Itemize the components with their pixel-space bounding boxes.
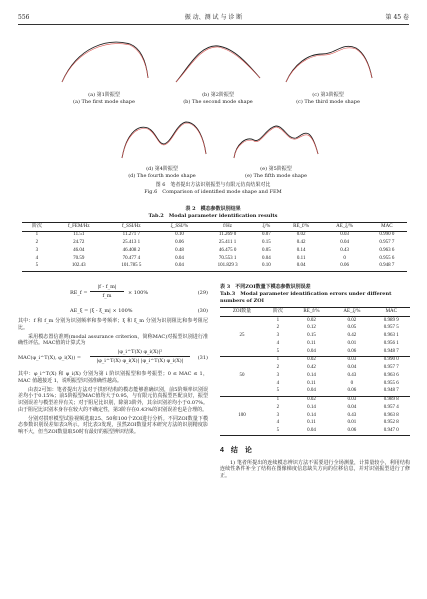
table-cell: 0.14: [307, 412, 316, 418]
table-cell: 0.02: [307, 397, 316, 402]
table-cell: 0.15: [307, 333, 316, 338]
panel-e-label-en: (e) The fifth mode shape: [245, 172, 307, 179]
table-cell: 0.963 6: [383, 372, 399, 378]
table-cell: 0.990 0: [383, 357, 399, 363]
table-cell: 0.43: [347, 412, 357, 418]
table-cell: 5: [35, 263, 39, 269]
table-cell: 0.02: [296, 232, 306, 238]
table-cell: 0.06: [347, 428, 357, 433]
table-cell: 0.952 8: [383, 420, 399, 426]
table-2-title-cn: 表 2 模态参数识别结果: [185, 206, 241, 212]
table-cell: 0.05: [347, 325, 357, 331]
left-column: [18, 284, 208, 436]
table-cell: 0.14: [307, 372, 316, 378]
journal-name: 振 动、测 试 与 诊 断: [184, 14, 243, 21]
table-cell: 0.06: [347, 348, 357, 354]
table-row: [220, 317, 410, 325]
table-cell: 3: [35, 247, 39, 253]
table-cell: 0.03: [340, 232, 349, 238]
table-2-header: f_FEM/Hz: [67, 223, 90, 229]
table-2-body: [22, 231, 407, 271]
table-2-header: AE_ξ/%: [336, 223, 354, 229]
table-cell: 0.03: [347, 397, 357, 402]
table-cell: 101.785 5: [121, 263, 142, 269]
table-row: [220, 356, 410, 364]
paragraph-2: 采用模态置信准则(modal assurance criterion，简称MAC)对振型识别进行准确性评估。MAC值的计算式为: [18, 333, 208, 347]
table-cell: 0: [350, 380, 354, 386]
table-cell: 0.42: [347, 333, 357, 338]
table-cell: 3: [276, 333, 280, 338]
table-cell: 101.829 3: [217, 263, 238, 269]
table-cell: 2: [276, 365, 280, 370]
panel-b-label-cn: (b) 第2阶振型: [202, 92, 234, 98]
table-cell: 0.956 1: [383, 340, 399, 346]
zoi-count-cell: 100: [238, 412, 246, 418]
table-cell: 0.963 1: [383, 333, 399, 338]
table-cell: 46.04: [73, 247, 85, 253]
zoi-count-cell: 50: [239, 372, 245, 378]
table-row: [22, 231, 407, 239]
table-cell: 0.955 6: [383, 380, 399, 386]
running-header: [18, 14, 409, 25]
table-row: [22, 247, 407, 255]
table-cell: 0.14: [307, 404, 316, 410]
table-cell: 0.957 5: [383, 325, 399, 331]
figure-6-caption-cn: 图 6 笔者提出方法识别振型与有限元仿真结果对比: [155, 182, 271, 188]
table-3-header: AE_ξ/%: [343, 308, 361, 314]
table-3-body: [220, 317, 410, 436]
paragraph-5: 分别对拱形模型试验视频选取25、50和100个ZOI进行分析。不同ZOI数量下模态参数识别误差如表3所示。对比表3发现，虽然ZOI数量对本研究方法的识别精度影响不大，但当ZOI数量取50时有最好的振型辨识结果。: [18, 415, 208, 435]
table-2-header-row: [22, 223, 407, 232]
table-cell: 0.03: [347, 357, 357, 363]
table-cell: 0.10: [175, 232, 184, 238]
table-cell: 1: [276, 357, 280, 363]
table-cell: 0.06: [347, 388, 357, 394]
figure-6-caption-en: Fig.6 Comparison of identified mode shape and FEM: [144, 188, 282, 195]
table-cell: 0.990 0: [379, 232, 395, 238]
table-cell: 2: [35, 240, 39, 245]
table-cell: 0.955 6: [379, 255, 395, 261]
panel-e-label-cn: (e) 第5阶振型: [260, 166, 292, 172]
zoi-count-cell: 25: [239, 333, 245, 338]
table-cell: 0.42: [296, 240, 306, 245]
table-cell: 0.963 6: [379, 247, 395, 253]
table-3-header: RE_f/%: [303, 308, 320, 314]
table-2-header: f_SSI/Hz: [122, 223, 141, 229]
panel-d-label-cn: (d) 第4阶振型: [146, 166, 178, 172]
table-cell: 0.04: [307, 348, 316, 354]
table-2-header: 阶次: [31, 223, 42, 229]
table-cell: 0.43: [340, 247, 349, 253]
table-cell: 5: [276, 388, 280, 394]
table-2-header: f/Hz: [223, 223, 232, 229]
table-cell: 5: [276, 428, 280, 433]
paragraph-4: 由表2可知：笔者提出方法对于拱形结构的模态能够准确识别，前5阶频率识别误差均小于0.15%；前5阶振型MAC值均大于0.95，与有限元仿真振型匹配良好，振型识别误差与模型差异有关；对于阻尼比识别，除第3阶外，其余识别差均小于0.07%。由于阻尼比识别本身存在较大的不确定性，第3阶存在0.43%的识别误差也是合理的。: [18, 386, 208, 413]
table-cell: 0.989 9: [383, 317, 399, 323]
table-cell: 0.15: [262, 240, 271, 245]
table-cell: 11.271 7: [122, 232, 140, 238]
table-cell: 0.42: [307, 365, 316, 370]
table-cell: 0.02: [347, 317, 357, 323]
table-3-header: ZOI数量: [232, 308, 252, 314]
table-cell: 0.02: [307, 317, 316, 323]
section-4-paragraph-1: 1) 笔者所提出的连续模态辨识方法不需要进行全场测量，计算量较小，利用结构连续性条件补全了结构在图像梯度信息缺失方向的位移信息，并对识别振型进行了修正。: [220, 459, 410, 480]
table-row: [220, 396, 410, 404]
table-row: [22, 240, 407, 248]
table-cell: 25.411 1: [218, 240, 237, 245]
table-2-title-en: Tab.2 Modal parameter identification results: [148, 212, 278, 219]
table-cell: 0: [343, 255, 346, 261]
table-cell: 70.59: [73, 255, 85, 261]
table-cell: 70.477 4: [122, 255, 141, 261]
table-3-header: MAC: [385, 308, 397, 314]
table-cell: 0.11: [307, 340, 316, 346]
table-2-header: ξ/%: [262, 223, 271, 229]
table-cell: 2: [276, 325, 280, 331]
table-cell: 2: [276, 404, 280, 410]
table-2: [22, 222, 407, 272]
panel-c-label-cn: (c) 第3阶振型: [312, 92, 344, 98]
table-3: [220, 307, 410, 436]
mode-shape-3-plot: [280, 38, 376, 88]
table-cell: 0.957 7: [383, 365, 399, 370]
table-cell: 3: [276, 412, 280, 418]
page-number: 556: [18, 14, 30, 21]
equation-31: MAC(φ_i^T(X), φ_i(X)) = |φ_i^T(X) φ_i(X)|² |φ_i^T(X) φ_i(X)| |φ_i^T(X) φ_i(X)| (31): [18, 349, 208, 364]
volume-label: 第 45 卷: [385, 14, 409, 21]
panel-c-label-en: (c) The third mode shape: [296, 98, 360, 105]
table-2-header: ξ_SSI/%: [170, 223, 189, 229]
table-cell: 0.948 7: [383, 388, 399, 394]
table-cell: 11.51: [73, 232, 85, 238]
table-cell: 0.10: [262, 263, 271, 269]
table-cell: 0.01: [347, 340, 357, 346]
table-cell: 102.43: [71, 263, 86, 269]
table-cell: 25.413 1: [122, 240, 141, 245]
table-cell: 0.947 0: [383, 428, 399, 433]
table-cell: 0.957 4: [383, 404, 399, 410]
table-cell: 0.01: [347, 420, 357, 426]
table-cell: 0.43: [347, 372, 357, 378]
table-cell: 5: [276, 348, 280, 354]
table-cell: 0.04: [307, 428, 316, 433]
table-cell: 0.07: [262, 232, 271, 238]
table-cell: 0.04: [347, 365, 357, 370]
table-cell: 0.12: [307, 325, 316, 331]
panel-a-label-en: (a) The first mode shape: [73, 98, 135, 105]
right-column: [220, 284, 410, 480]
table-cell: 46.475 0: [218, 247, 237, 253]
table-cell: 0.963 8: [383, 412, 399, 418]
paragraph-3: 其中：φ_i^T(X) 和 φ_i(X) 分别为第 i 阶识别振型和参考振型；0 ≤ MAC ≤ 1，MAC 值越接近 1，说明振型识别准确性越高。: [18, 371, 208, 384]
table-2-header: MAC: [381, 223, 393, 229]
equation-30: AE_ξ = |ξ - ξ_m| × 100% (30): [70, 308, 208, 314]
table-2-header: RE_f/%: [293, 223, 310, 229]
table-cell: 4: [276, 420, 280, 426]
table-cell: 0.04: [307, 388, 316, 394]
table-cell: 0.11: [307, 380, 316, 386]
mode-shape-4-plot: [114, 114, 210, 164]
table-cell: 0.04: [175, 263, 184, 269]
table-cell: 4: [35, 255, 39, 261]
table-cell: 70.553 1: [218, 255, 237, 261]
table-cell: 0.04: [347, 404, 357, 410]
table-3-title-en: Tab.3 Modal parameter identification errors under different numbers of ZOI: [220, 290, 392, 304]
table-cell: 0.05: [262, 247, 271, 253]
table-3-header: 阶次: [272, 308, 283, 314]
table-cell: 0.11: [307, 420, 316, 426]
table-cell: 0.04: [175, 255, 184, 261]
mode-shape-5-plot: [226, 114, 322, 164]
table-cell: 0.989 8: [383, 397, 399, 402]
paragraph-1: 其中：f 和 f_m 分别为识别频率和参考频率；ξ 和 ξ_m 分别为识别阻比和参考阻尼比。: [18, 318, 208, 331]
equation-29: RE_f = |f - f_m| f_m × 100% (29): [70, 284, 208, 299]
mode-shape-2-plot: [170, 38, 266, 88]
table-row: [22, 263, 407, 271]
table-cell: 0.957 7: [379, 240, 395, 245]
table-row: [22, 255, 407, 263]
table-3-header-row: [220, 308, 410, 317]
panel-d-label-en: (d) The fourth mode shape: [128, 172, 196, 179]
table-cell: 4: [276, 340, 280, 346]
table-cell: 0.948 7: [383, 348, 399, 354]
table-cell: 0.11: [296, 255, 306, 261]
table-cell: 0.48: [175, 247, 184, 253]
table-cell: 0.04: [340, 240, 349, 245]
table-cell: 24.72: [73, 240, 85, 245]
table-cell: 0.06: [340, 263, 349, 269]
section-4-title: 4 结 论: [220, 447, 252, 455]
mode-shape-1-plot: [56, 38, 152, 88]
table-cell: 0.14: [296, 247, 306, 253]
panel-a-label-cn: (a) 第1阶振型: [88, 92, 120, 98]
table-cell: 0.04: [296, 263, 306, 269]
panel-b-label-en: (b) The second mode shape: [183, 98, 253, 105]
table-cell: 1: [276, 397, 280, 402]
table-cell: 0.04: [262, 255, 271, 261]
table-cell: 1: [276, 317, 280, 323]
table-cell: 1: [35, 232, 39, 238]
table-cell: 0.948 7: [379, 263, 395, 269]
figure-6: [18, 30, 408, 200]
table-cell: 4: [276, 380, 280, 386]
table-cell: 0.02: [307, 357, 316, 363]
table-cell: 11.269 0: [218, 232, 237, 238]
table-cell: 3: [276, 372, 280, 378]
table-cell: 46.408 2: [122, 247, 141, 253]
table-cell: 0.06: [175, 240, 184, 245]
table-3-title-cn: 表 3 不同ZOI数量下模态参数识别误差: [220, 284, 311, 290]
